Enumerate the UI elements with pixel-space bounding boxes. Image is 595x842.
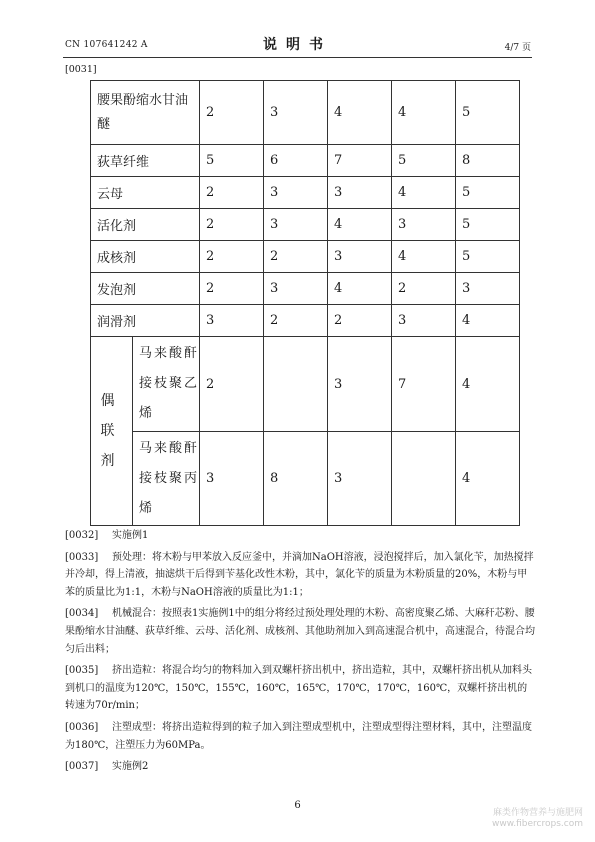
coupling-agent-label: 偶联剂 — [91, 337, 133, 526]
table-cell: 3 — [264, 209, 328, 241]
row-label: 润滑剂 — [91, 305, 200, 337]
table-cell: 4 — [456, 337, 520, 432]
watermark-line: 麻类作物营养与施肥网 — [492, 808, 583, 818]
table-paragraph-number: [0031] — [65, 64, 97, 75]
page-number: 6 — [294, 800, 301, 811]
table-cell: 2 — [328, 305, 392, 337]
paragraph — [65, 527, 535, 545]
paragraph-number: [0032] — [65, 530, 99, 541]
table-row — [91, 81, 520, 145]
page-info: 4/7 页 — [504, 43, 531, 53]
table-cell: 6 — [264, 145, 328, 177]
table-cell: 5 — [456, 241, 520, 273]
document-title: 说明书 — [263, 37, 332, 53]
table-cell: 2 — [200, 273, 264, 305]
row-label: 荻草纤维 — [91, 145, 200, 177]
table-cell: 3 — [392, 209, 456, 241]
paragraph-text: 挤出造粒：将混合均匀的物料加入到双螺杆挤出机中，挤出造粒，其中，双螺杆挤出机从加料头到机口的温度为120℃，150℃，155℃，160℃，165℃，170℃，170℃，160℃，双螺杆挤出机的转速为70r/min； — [65, 665, 532, 712]
table-cell: 3 — [264, 81, 328, 145]
table-cell: 5 — [456, 209, 520, 241]
watermark-url: www.fibercrops.com — [492, 819, 583, 829]
table-cell: 2 — [392, 273, 456, 305]
row-label: 马来酸酐接枝聚乙烯 — [133, 337, 200, 432]
table-cell: 3 — [456, 273, 520, 305]
table-row — [91, 177, 520, 209]
table-cell: 4 — [456, 432, 520, 526]
table-cell: 3 — [392, 305, 456, 337]
table-row — [91, 209, 520, 241]
table-cell: 7 — [392, 337, 456, 432]
row-label: 发泡剂 — [91, 273, 200, 305]
table-cell: 7 — [328, 145, 392, 177]
body-text — [65, 527, 535, 776]
table-row — [91, 145, 520, 177]
table-cell: 3 — [264, 177, 328, 209]
table-cell: 4 — [328, 209, 392, 241]
paragraph-text: 实施例2 — [112, 761, 149, 773]
table-cell: 5 — [200, 145, 264, 177]
paragraph-text: 注塑成型：将挤出造粒得到的粒子加入到注塑成型机中，注塑成型得注塑材料，其中，注塑温度为180℃，注塑压力为60MPa。 — [65, 721, 532, 751]
table-cell: 3 — [264, 273, 328, 305]
row-label: 云母 — [91, 177, 200, 209]
paragraph-number: [0035] — [65, 665, 99, 677]
watermark — [492, 808, 583, 830]
row-label: 活化剂 — [91, 209, 200, 241]
table-cell: 2 — [200, 209, 264, 241]
table-cell: 5 — [456, 177, 520, 209]
row-label: 腰果酚缩水甘油醚 — [91, 81, 200, 145]
table-cell: 4 — [456, 305, 520, 337]
table-row — [91, 241, 520, 273]
table-cell: 3 — [200, 305, 264, 337]
table-cell: 3 — [328, 337, 392, 432]
table-cell: 2 — [200, 241, 264, 273]
publication-number: CN 107641242 A — [65, 40, 148, 50]
table-cell: 3 — [328, 432, 392, 526]
composition-table — [90, 80, 520, 526]
paragraph — [65, 758, 535, 776]
paragraph — [65, 605, 535, 658]
table-row — [91, 337, 520, 432]
table-cell: 3 — [328, 241, 392, 273]
paragraph — [65, 662, 535, 715]
table-cell — [392, 432, 456, 526]
paragraph — [65, 719, 535, 754]
table-cell: 2 — [264, 241, 328, 273]
table-cell: 2 — [264, 305, 328, 337]
table-row — [91, 305, 520, 337]
table-cell: 2 — [200, 177, 264, 209]
table-cell: 4 — [392, 241, 456, 273]
paragraph-number: [0033] — [65, 551, 99, 563]
table-cell: 4 — [392, 81, 456, 145]
paragraph-number: [0034] — [65, 608, 99, 620]
header-divider — [63, 57, 532, 58]
table-cell: 3 — [328, 177, 392, 209]
row-label: 成核剂 — [91, 241, 200, 273]
table-cell: 8 — [264, 432, 328, 526]
table-row — [91, 273, 520, 305]
table-cell: 5 — [392, 145, 456, 177]
table-row — [91, 432, 520, 526]
paragraph-number: [0036] — [65, 721, 99, 733]
paragraph-text: 机械混合：按照表1实施例1中的组分将经过预处理处理的木粉、高密度聚乙烯、大麻秆芯粉、腰果酚缩水甘油醚、荻草纤维、云母、活化剂、成核剂、其他助剂加入到高速混合机中，高速混合，待混合均匀后出料； — [65, 608, 535, 655]
paragraph-number: [0037] — [65, 761, 99, 773]
table-cell: 2 — [200, 337, 264, 432]
paragraph-text: 预处理：将木粉与甲苯放入反应釜中，并滴加NaOH溶液，浸泡搅拌后，加入氯化苄，加热搅拌并冷却，得上清液，抽滤烘干后得到苄基化改性木粉，其中，氯化苄的质量为木粉质量的20%，木粉与甲苯的质量比为1:1，木粉与NaOH溶液的质量比为1:1； — [65, 551, 534, 598]
table-cell: 2 — [200, 81, 264, 145]
table-cell: 3 — [200, 432, 264, 526]
table-cell — [264, 337, 328, 432]
table-cell: 8 — [456, 145, 520, 177]
row-label: 马来酸酐接枝聚丙烯 — [133, 432, 200, 526]
table-cell: 4 — [328, 81, 392, 145]
table-cell: 5 — [456, 81, 520, 145]
table-cell: 4 — [328, 273, 392, 305]
table-cell: 4 — [392, 177, 456, 209]
paragraph-text: 实施例1 — [112, 530, 149, 541]
paragraph — [65, 549, 535, 602]
